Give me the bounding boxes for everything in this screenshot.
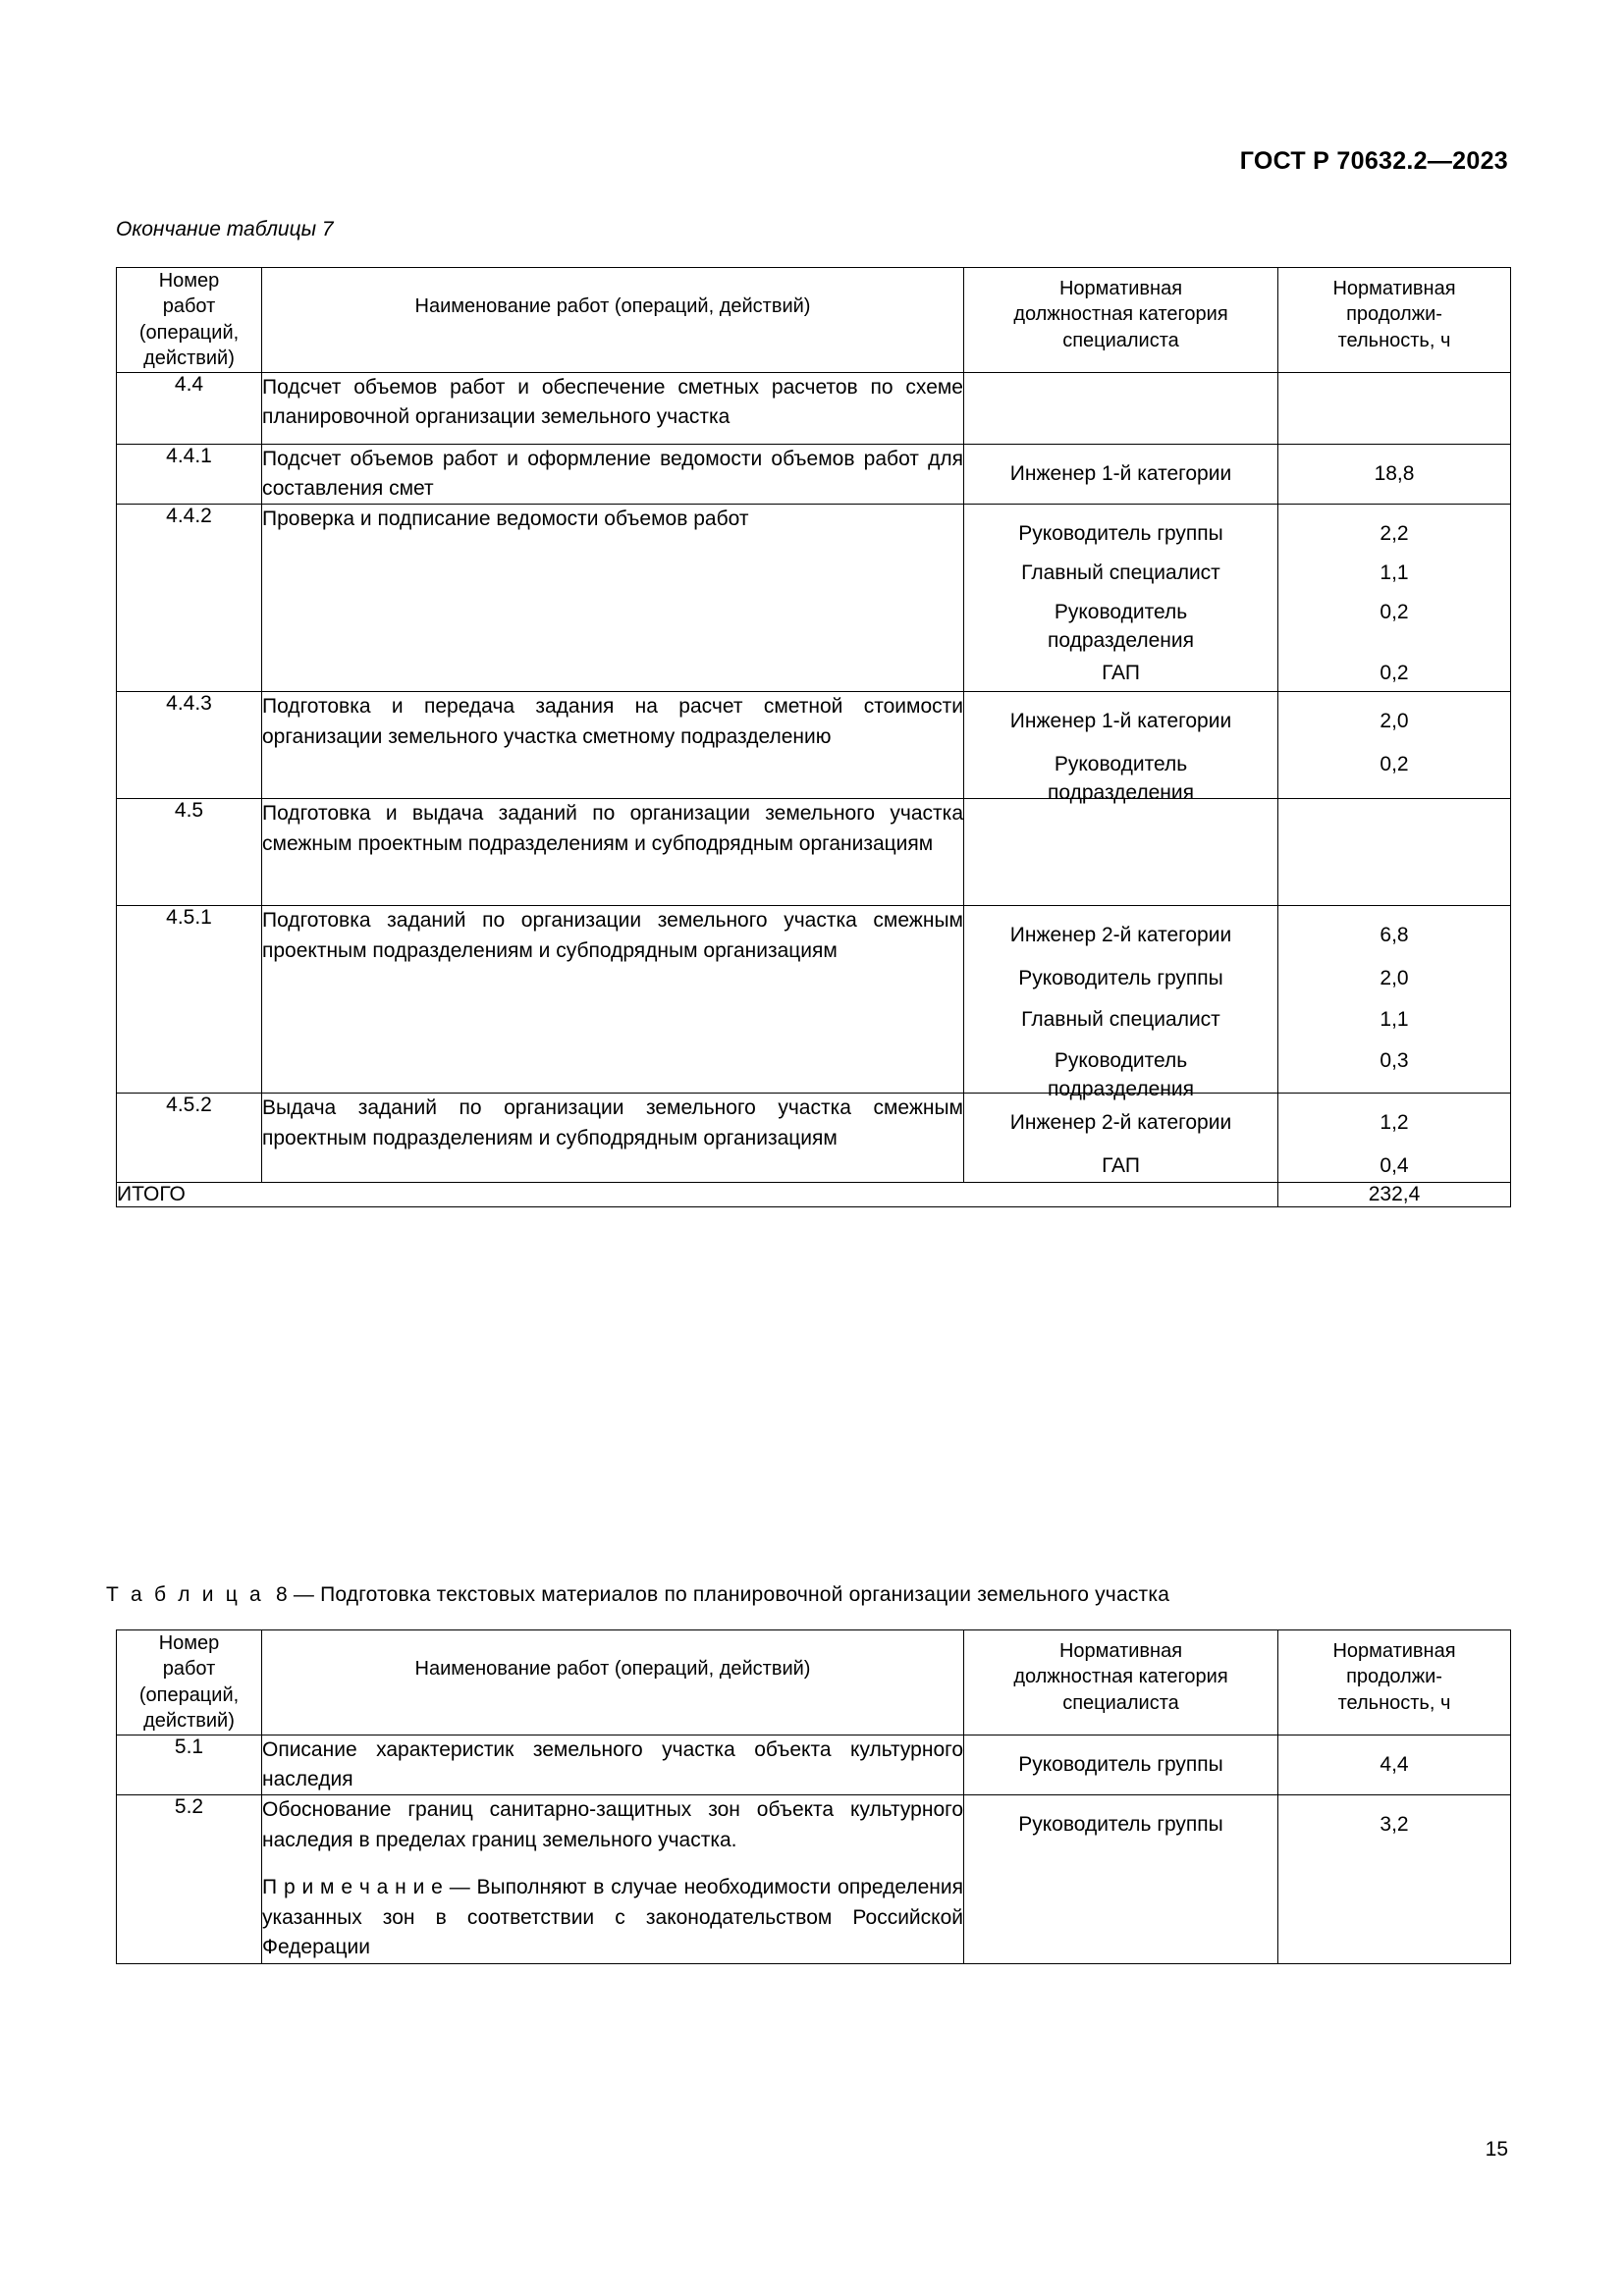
header-cell-category: Нормативная должностная категория специалиста <box>964 1630 1278 1735</box>
header-cell-duration: Нормативная продолжи- тельность, ч <box>1278 1630 1511 1735</box>
table-row <box>117 372 1511 444</box>
cell-category: Руководитель группы <box>964 1735 1278 1795</box>
cell-name: Описание характеристик земельного участка объекта культурного наследия <box>262 1735 964 1795</box>
table8-title <box>106 1583 1169 1607</box>
cell-duration <box>1278 372 1511 444</box>
cell-duration: 3,2 <box>1278 1795 1511 1963</box>
table8-title-prefix: Т а б л и ц а <box>106 1583 264 1606</box>
cell-number: 4.4.2 <box>117 505 262 692</box>
table8-header-row <box>117 1630 1511 1735</box>
cell-number: 4.5 <box>117 799 262 906</box>
cell-category: Руководитель группы <box>964 1795 1278 1963</box>
table-row <box>117 906 1511 1094</box>
table7-total-row <box>117 1183 1511 1207</box>
cell-number: 4.4.3 <box>117 692 262 799</box>
cell-category: Инженер 2-й категории Руководитель группы Главный специалист Руководитель подразделения <box>964 906 1278 1094</box>
table-row <box>117 444 1511 505</box>
cell-name: Подготовка и передача задания на расчет сметной стоимости организации земельного участка сметному подразделению <box>262 692 964 799</box>
total-label: ИТОГО <box>117 1183 1278 1207</box>
cell-category <box>964 372 1278 444</box>
cell-category: Инженер 1-й категории <box>964 444 1278 505</box>
header-cell-number: Номер работ (операций, действий) <box>117 1630 262 1735</box>
cell-duration: 1,2 0,4 <box>1278 1094 1511 1183</box>
cell-name: Подсчет объемов работ и обеспечение сметных расчетов по схеме планировочной организации земельного участка <box>262 372 964 444</box>
cell-duration: 2,0 0,2 <box>1278 692 1511 799</box>
table-row <box>117 799 1511 906</box>
table-row <box>117 505 1511 692</box>
standard-designation: ГОСТ Р 70632.2—2023 <box>1239 147 1508 175</box>
table8-title-rest: 8 — Подготовка текстовых материалов по планировочной организации земельного участка <box>275 1583 1170 1606</box>
header-cell-number: Номер работ (операций, действий) <box>117 268 262 373</box>
cell-category: Инженер 1-й категории Руководитель подразделения <box>964 692 1278 799</box>
cell-category <box>964 799 1278 906</box>
header-cell-duration: Нормативная продолжи- тельность, ч <box>1278 268 1511 373</box>
cell-number: 4.4 <box>117 372 262 444</box>
table7-caption: Окончание таблицы 7 <box>116 218 334 240</box>
cell-category: Руководитель группы Главный специалист Руководитель подразделения ГАП <box>964 505 1278 692</box>
cell-number: 4.5.1 <box>117 906 262 1094</box>
header-cell-name: Наименование работ (операций, действий) <box>262 268 964 373</box>
cell-duration: 4,4 <box>1278 1735 1511 1795</box>
table-row <box>117 692 1511 799</box>
total-value: 232,4 <box>1278 1183 1511 1207</box>
page-number: 15 <box>1485 2138 1508 2161</box>
cell-duration <box>1278 799 1511 906</box>
cell-name: Подготовка заданий по организации земельного участка смежным проектным подразделениям и субподрядным организациям <box>262 906 964 1094</box>
cell-duration: 2,2 1,1 0,2 0,2 <box>1278 505 1511 692</box>
cell-name: Обоснование границ санитарно-защитных зон объекта культурного наследия в пределах границ земельного участка. П р и м е ч а н и е — Выполняют в случае необходимости определения указанных зон в соответствии с законодательством Российской Федерации <box>262 1795 964 1963</box>
header-cell-category: Нормативная должностная категория специалиста <box>964 268 1278 373</box>
table-row <box>117 1735 1511 1795</box>
cell-name: Подготовка и выдача заданий по организации земельного участка смежным проектным подразделениям и субподрядным организациям <box>262 799 964 906</box>
table-row <box>117 1094 1511 1183</box>
cell-number: 4.4.1 <box>117 444 262 505</box>
table7-header-row <box>117 268 1511 373</box>
table-8 <box>116 1629 1511 1964</box>
table-row <box>117 1795 1511 1963</box>
table-7 <box>116 267 1511 1207</box>
cell-name: Подсчет объемов работ и оформление ведомости объемов работ для составления смет <box>262 444 964 505</box>
header-cell-name: Наименование работ (операций, действий) <box>262 1630 964 1735</box>
cell-category: Инженер 2-й категории ГАП <box>964 1094 1278 1183</box>
cell-duration: 6,8 2,0 1,1 0,3 <box>1278 906 1511 1094</box>
cell-number: 5.1 <box>117 1735 262 1795</box>
cell-number: 4.5.2 <box>117 1094 262 1183</box>
cell-number: 5.2 <box>117 1795 262 1963</box>
cell-name: Выдача заданий по организации земельного участка смежным проектным подразделениям и субподрядным организациям <box>262 1094 964 1183</box>
cell-name: Проверка и подписание ведомости объемов работ <box>262 505 964 692</box>
cell-duration: 18,8 <box>1278 444 1511 505</box>
